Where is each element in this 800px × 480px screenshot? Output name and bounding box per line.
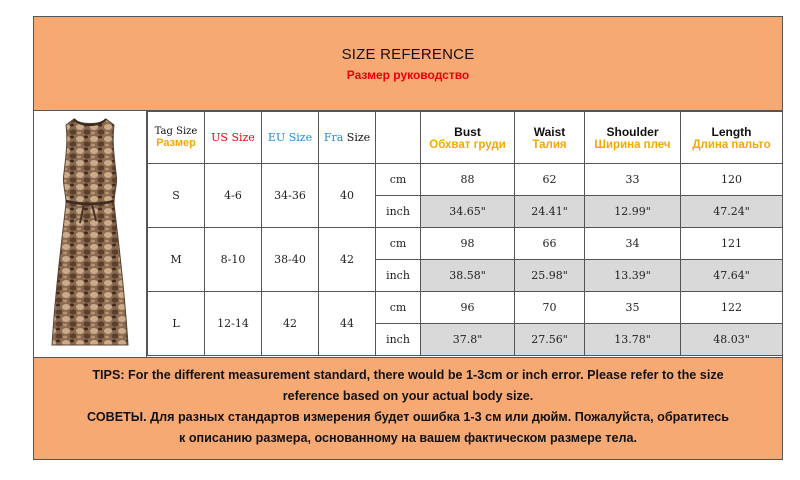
tips-ru-line2: к описанию размера, основанному на вашем фактическом размере тела.: [179, 431, 637, 445]
table-row: [148, 228, 783, 260]
length-inch-cell: 47.64": [681, 260, 783, 292]
bust-inch-cell: 34.65": [421, 196, 515, 228]
us-size-cell: 8-10: [205, 228, 262, 292]
us-size-cell: 4-6: [205, 164, 262, 228]
cm-unit-cell: cm: [376, 292, 421, 324]
shoulder-cm-cell: 34: [585, 228, 681, 260]
us-size-cell: 12-14: [205, 292, 262, 356]
fra-label: Fra: [323, 131, 344, 144]
length-header: [681, 112, 783, 164]
waist-cm-cell: 62: [515, 164, 585, 196]
tips-en-line1: TIPS: For the different measurement standard, there would be 1-3cm or inch error. Please refer to the size: [92, 368, 724, 382]
waist-inch-cell: 25.98": [515, 260, 585, 292]
shoulder-inch-cell: 13.39": [585, 260, 681, 292]
us-size-header: [205, 112, 262, 164]
eu-size-cell: 34-36: [262, 164, 319, 228]
eu-size-label: EU Size: [267, 131, 313, 144]
waist-label: Waist: [533, 124, 566, 139]
table-row: [148, 164, 783, 196]
us-size-label: US Size: [211, 131, 255, 144]
eu-size-header: [262, 112, 319, 164]
waist-cm-cell: 70: [515, 292, 585, 324]
tag-size-cell: L: [148, 292, 205, 356]
tag-size-label-ru: Размер: [156, 137, 196, 149]
shoulder-header: [585, 112, 681, 164]
waist-header: [515, 112, 585, 164]
length-label: Length: [711, 124, 752, 139]
tips-ru-line1: СОВЕТЫ. Для разных стандартов измерения будет ошибка 1-3 см или дюйм. Пожалуйста, обратитесь: [87, 410, 729, 424]
waist-inch-cell: 27.56": [515, 324, 585, 356]
length-inch-cell: 47.24": [681, 196, 783, 228]
waist-label-ru: Талия: [532, 138, 567, 151]
tips-panel: [34, 357, 782, 459]
size-table: [147, 111, 783, 356]
bust-header: [421, 112, 515, 164]
tag-size-label: Tag Size: [154, 126, 198, 137]
shoulder-label-ru: Ширина плеч: [594, 138, 671, 151]
tag-size-header: [148, 112, 205, 164]
chart-subtitle: Размер руководство: [346, 68, 470, 82]
product-photo: [34, 111, 147, 357]
size-chart: [33, 16, 783, 460]
shoulder-inch-cell: 12.99": [585, 196, 681, 228]
table-row: [148, 292, 783, 324]
waist-cm-cell: 66: [515, 228, 585, 260]
fra-size-cell: 42: [319, 228, 376, 292]
inch-unit-cell: inch: [376, 260, 421, 292]
shoulder-label: Shoulder: [606, 124, 659, 139]
unit-header: [376, 112, 421, 164]
inch-unit-cell: inch: [376, 324, 421, 356]
fra-size-suffix: Size: [343, 131, 371, 144]
waist-inch-cell: 24.41": [515, 196, 585, 228]
bust-inch-cell: 38.58": [421, 260, 515, 292]
chart-title: SIZE REFERENCE: [341, 46, 475, 63]
snake-print-dress-image: [34, 111, 146, 357]
fra-size-header: [319, 112, 376, 164]
eu-size-cell: 42: [262, 292, 319, 356]
eu-size-cell: 38-40: [262, 228, 319, 292]
tag-size-cell: S: [148, 164, 205, 228]
bust-cm-cell: 98: [421, 228, 515, 260]
tag-size-cell: M: [148, 228, 205, 292]
shoulder-inch-cell: 13.78": [585, 324, 681, 356]
inch-unit-cell: inch: [376, 196, 421, 228]
tips-en-line2: reference based on your actual body size.: [282, 389, 534, 403]
length-inch-cell: 48.03": [681, 324, 783, 356]
cm-unit-cell: cm: [376, 228, 421, 260]
bust-label: Bust: [454, 124, 481, 139]
bust-label-ru: Обхват груди: [429, 138, 506, 151]
length-cm-cell: 122: [681, 292, 783, 324]
bust-inch-cell: 37.8": [421, 324, 515, 356]
length-label-ru: Длина пальто: [692, 138, 771, 151]
bust-cm-cell: 96: [421, 292, 515, 324]
header-row: [148, 112, 783, 164]
cm-unit-cell: cm: [376, 164, 421, 196]
chart-header: [34, 17, 782, 111]
bust-cm-cell: 88: [421, 164, 515, 196]
shoulder-cm-cell: 35: [585, 292, 681, 324]
fra-size-cell: 44: [319, 292, 376, 356]
fra-size-cell: 40: [319, 164, 376, 228]
shoulder-cm-cell: 33: [585, 164, 681, 196]
length-cm-cell: 120: [681, 164, 783, 196]
length-cm-cell: 121: [681, 228, 783, 260]
